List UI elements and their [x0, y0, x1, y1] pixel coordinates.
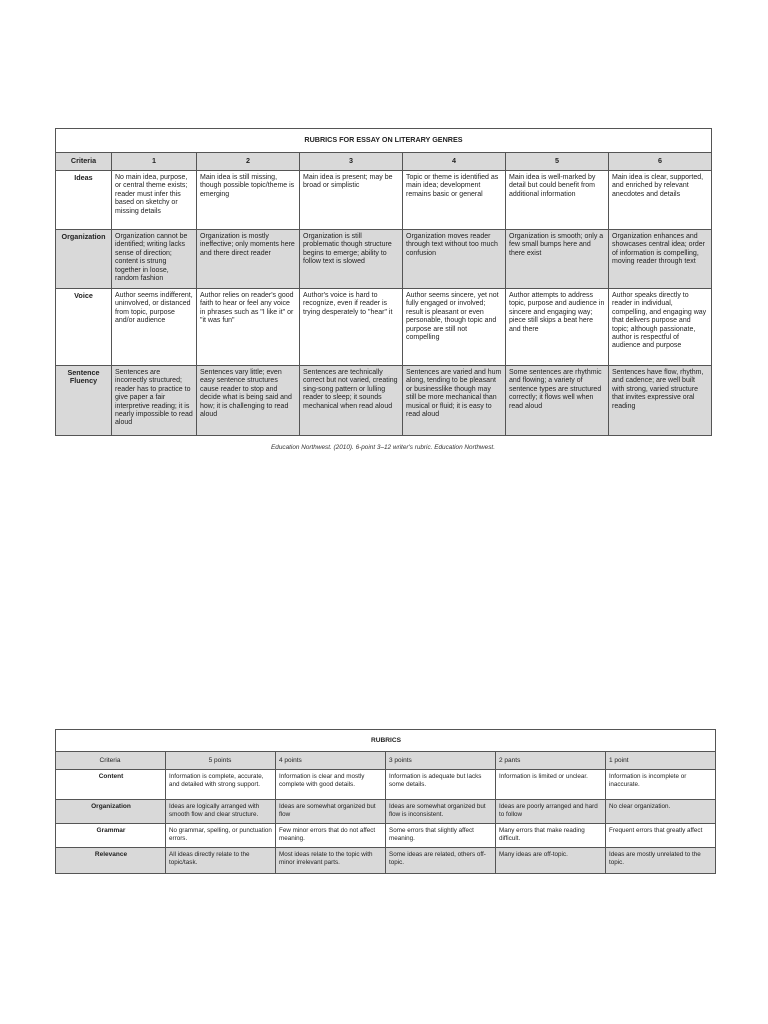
rubric-cell: Author relies on reader's good faith to hear or feel any voice in phrases such as "I like it" or "it was fun" — [197, 289, 300, 366]
rubric-cell: Sentences have flow, rhythm, and cadence; are well built with strong, varied structure that invites expressive oral reading — [609, 366, 712, 436]
header-criteria: Criteria — [56, 153, 112, 171]
table-row — [56, 848, 716, 874]
rubric-title: RUBRICS — [56, 730, 716, 752]
rubric-cell: Many errors that make reading difficult. — [496, 824, 606, 848]
rubric-cell: Information is incomplete or inaccurate. — [606, 770, 716, 800]
header-3-points: 3 points — [386, 752, 496, 770]
rubric-cell: Organization is smooth; only a few small bumps here and there exist — [506, 230, 609, 289]
rubric-cell: Information is adequate but lacks some details. — [386, 770, 496, 800]
rubric-cell: Organization cannot be identified; writing lacks sense of direction; content is strung together in loose, random fashion — [112, 230, 197, 289]
criterion-label: Organization — [56, 800, 166, 824]
criterion-label: Relevance — [56, 848, 166, 874]
citation: Education Northwest. (2010). 6-point 3–12 writer's rubric. Education Northwest. — [271, 444, 495, 451]
rubric-cell: No clear organization. — [606, 800, 716, 824]
table-row — [56, 800, 716, 824]
header-5-points: 5 points — [166, 752, 276, 770]
rubric-cell: Ideas are logically arranged with smooth flow and clear structure. — [166, 800, 276, 824]
header-score-3: 3 — [300, 153, 403, 171]
header-score-5: 5 — [506, 153, 609, 171]
rubric-cell: Main idea is well-marked by detail but could benefit from additional information — [506, 171, 609, 230]
rubric-cell: Author attempts to address topic, purpose and audience in sincere and engaging way; piece still skips a beat here and there — [506, 289, 609, 366]
criterion-label: Sentence Fluency — [56, 366, 112, 436]
header-score-6: 6 — [609, 153, 712, 171]
rubric-cell: Information is complete, accurate, and detailed with strong support. — [166, 770, 276, 800]
table-row — [56, 289, 712, 366]
rubric-cell: Sentences are varied and hum along, tending to be pleasant or businesslike though may still be more mechanical than musical or fluid; it is easy to read aloud — [403, 366, 506, 436]
rubric-cell: Organization is still problematic though structure begins to emerge; ability to follow text is slowed — [300, 230, 403, 289]
rubric-table-points — [55, 729, 716, 874]
criterion-label: Organization — [56, 230, 112, 289]
rubric-cell: Ideas are poorly arranged and hard to follow — [496, 800, 606, 824]
header-1-point: 1 point — [606, 752, 716, 770]
rubric-cell: Main idea is present; may be broad or simplistic — [300, 171, 403, 230]
criterion-label: Content — [56, 770, 166, 800]
rubric-cell: Ideas are mostly unrelated to the topic. — [606, 848, 716, 874]
rubric-cell: Information is limited or unclear. — [496, 770, 606, 800]
rubric-cell: Ideas are somewhat organized but flow is inconsistent. — [386, 800, 496, 824]
rubric-cell: Main idea is clear, supported, and enriched by relevant anecdotes and details — [609, 171, 712, 230]
rubric-cell: Sentences vary little; even easy sentence structures cause reader to stop and decide what is being said and how; it is challenging to read aloud — [197, 366, 300, 436]
rubric-cell: Author's voice is hard to recognize, even if reader is trying desperately to "hear" it — [300, 289, 403, 366]
header-2-points: 2 pants — [496, 752, 606, 770]
rubric-cell: No main idea, purpose, or central theme exists; reader must infer this based on sketchy or missing details — [112, 171, 197, 230]
rubric-cell: Author speaks directly to reader in individual, compelling, and engaging way that delivers purpose and topic; although passionate, author is respectful of audience and purpose — [609, 289, 712, 366]
rubric-cell: Main idea is still missing, though possible topic/theme is emerging — [197, 171, 300, 230]
header-criteria: Criteria — [56, 752, 166, 770]
rubric-cell: Ideas are somewhat organized but flow — [276, 800, 386, 824]
rubric-cell: Organization moves reader through text without too much confusion — [403, 230, 506, 289]
rubric-cell: Few minor errors that do not affect meaning. — [276, 824, 386, 848]
rubric-cell: Organization is mostly ineffective; only moments here and there direct reader — [197, 230, 300, 289]
table-row — [56, 824, 716, 848]
table-row — [56, 230, 712, 289]
rubric-cell: Most ideas relate to the topic with minor irrelevant parts. — [276, 848, 386, 874]
rubric-cell: No grammar, spelling, or punctuation errors. — [166, 824, 276, 848]
rubric-cell: Some sentences are rhythmic and flowing; a variety of sentence types are structured correctly; it flows well when read aloud — [506, 366, 609, 436]
header-score-4: 4 — [403, 153, 506, 171]
rubric-cell: Organization enhances and showcases central idea; order of information is compelling, moving reader through text — [609, 230, 712, 289]
header-4-points: 4 points — [276, 752, 386, 770]
rubric-cell: Author seems sincere, yet not fully engaged or involved; result is pleasant or even personable, though topic and purpose are still not compelling — [403, 289, 506, 366]
rubric-cell: Some ideas are related, others off-topic. — [386, 848, 496, 874]
table-row — [56, 171, 712, 230]
table-row — [56, 366, 712, 436]
rubric-cell: Some errors that slightly affect meaning. — [386, 824, 496, 848]
rubric-cell: Author seems indifferent, uninvolved, or distanced from topic, purpose and/or audience — [112, 289, 197, 366]
rubric-cell: Sentences are technically correct but not varied, creating sing-song pattern or lulling reader to sleep; it sounds mechanical when read aloud — [300, 366, 403, 436]
header-score-2: 2 — [197, 153, 300, 171]
criterion-label: Grammar — [56, 824, 166, 848]
rubric-cell: Information is clear and mostly complete with good details. — [276, 770, 386, 800]
rubric-table-literary-genres — [55, 128, 712, 436]
rubric-cell: Many ideas are off-topic. — [496, 848, 606, 874]
criterion-label: Ideas — [56, 171, 112, 230]
rubric-cell: Frequent errors that greatly affect — [606, 824, 716, 848]
criterion-label: Voice — [56, 289, 112, 366]
rubric-cell: All ideas directly relate to the topic/task. — [166, 848, 276, 874]
header-score-1: 1 — [112, 153, 197, 171]
rubric-title: RUBRICS FOR ESSAY ON LITERARY GENRES — [56, 129, 712, 153]
rubric-cell: Sentences are incorrectly structured; reader has to practice to give paper a fair interpretive reading; it is nearly impossible to read aloud — [112, 366, 197, 436]
table-row — [56, 770, 716, 800]
rubric-cell: Topic or theme is identified as main idea; development remains basic or general — [403, 171, 506, 230]
